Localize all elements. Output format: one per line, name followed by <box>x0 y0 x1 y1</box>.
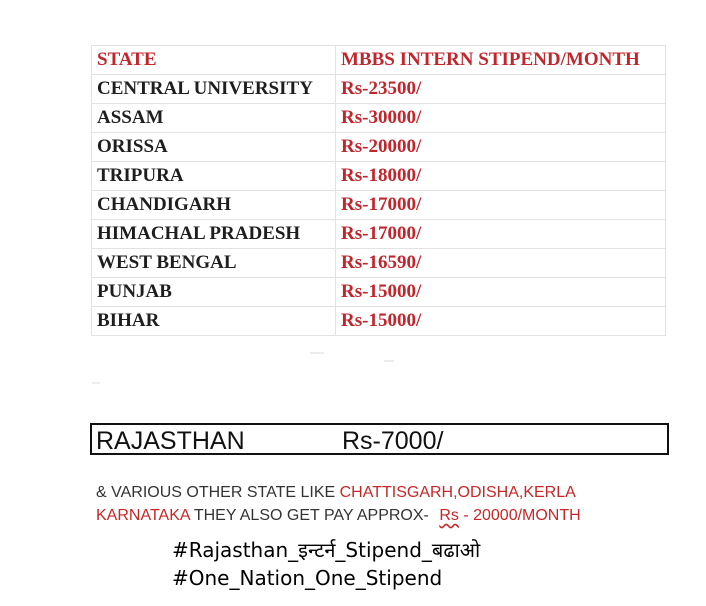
state-cell: ORISSA <box>92 133 336 162</box>
table-row <box>92 162 666 191</box>
note-line-1 <box>96 484 576 502</box>
rajasthan-highlight-box <box>90 423 669 455</box>
amount-cell: Rs-20000/ <box>336 133 666 162</box>
hashtag-one-nation: #One_Nation_One_Stipend <box>172 566 443 590</box>
table-row <box>92 249 666 278</box>
approx-amount <box>439 507 580 524</box>
note-prefix: & VARIOUS OTHER STATE LIKE <box>96 484 340 501</box>
state-cell: TRIPURA <box>92 162 336 191</box>
amount-cell: Rs-18000/ <box>336 162 666 191</box>
approx-rs: Rs <box>439 507 459 524</box>
faint-mark <box>92 382 100 384</box>
note-line-2 <box>96 507 581 525</box>
state-cell: CENTRAL UNIVERSITY <box>92 75 336 104</box>
amount-cell: Rs-17000/ <box>336 220 666 249</box>
table-header-row <box>92 46 666 75</box>
note-middle: THEY ALSO GET PAY APPROX- <box>189 507 434 524</box>
faint-mark <box>384 360 394 362</box>
note-states-2: KARNATAKA <box>96 507 190 524</box>
state-cell: ASSAM <box>92 104 336 133</box>
state-cell: CHANDIGARH <box>92 191 336 220</box>
amount-cell: Rs-16590/ <box>336 249 666 278</box>
table-row <box>92 104 666 133</box>
rajasthan-amount: Rs-7000/ <box>342 427 444 455</box>
faint-mark <box>310 352 324 354</box>
approx-value: - 20000/MONTH <box>458 507 581 524</box>
table-row <box>92 220 666 249</box>
header-state: STATE <box>92 46 336 75</box>
table-row <box>92 307 666 336</box>
table-row <box>92 278 666 307</box>
table-row <box>92 75 666 104</box>
header-stipend: MBBS INTERN STIPEND/MONTH <box>336 46 666 75</box>
amount-cell: Rs-30000/ <box>336 104 666 133</box>
amount-cell: Rs-15000/ <box>336 307 666 336</box>
state-cell: WEST BENGAL <box>92 249 336 278</box>
stipend-table <box>91 45 666 336</box>
amount-cell: Rs-17000/ <box>336 191 666 220</box>
table-row <box>92 191 666 220</box>
table-row <box>92 133 666 162</box>
amount-cell: Rs-23500/ <box>336 75 666 104</box>
hashtag-rajasthan: #Rajasthan_इन्टर्न_Stipend_बढाओ <box>172 538 481 562</box>
note-states: CHATTISGARH,ODISHA,KERLA <box>339 484 576 501</box>
state-cell: PUNJAB <box>92 278 336 307</box>
state-cell: HIMACHAL PRADESH <box>92 220 336 249</box>
state-cell: BIHAR <box>92 307 336 336</box>
rajasthan-state: RAJASTHAN <box>96 427 245 455</box>
amount-cell: Rs-15000/ <box>336 278 666 307</box>
